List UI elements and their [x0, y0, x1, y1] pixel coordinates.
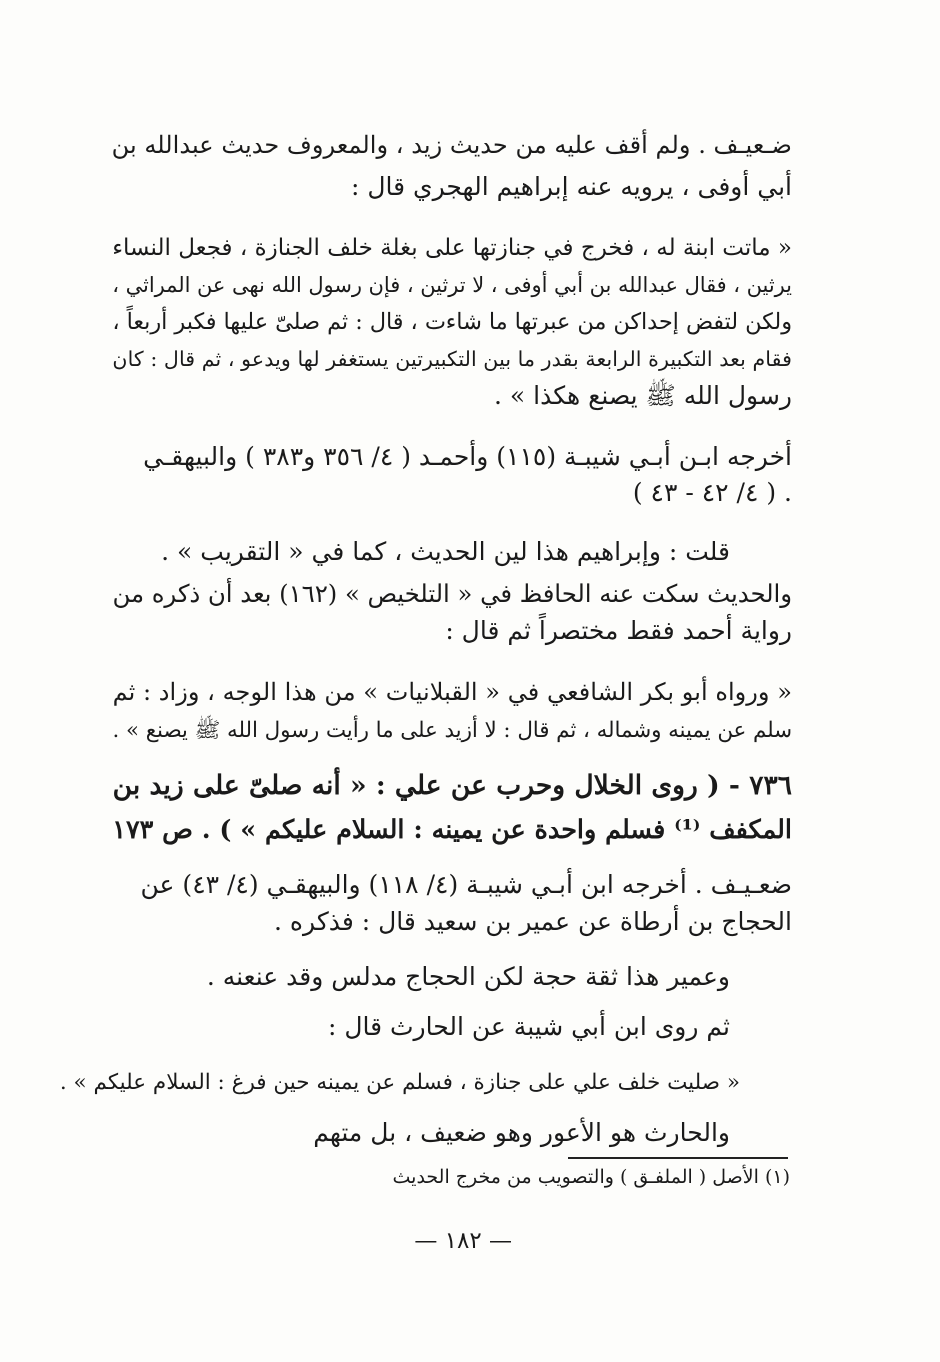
p3-line-1: أخرجه ابـن أبـي شيبـة (١١٥) وأحمـد ( ٤/ ٣٥٦ و٣٨٣ ) والبيهقـي [143, 442, 792, 471]
footnote-text: (١) الأصل ( الملفـق ) والتصويب من مخرج الحديث [392, 1166, 790, 1188]
p7-line-2: المكفف ⁽¹⁾ فسلم واحدة عن يمينه : السلام عليكم » ) . ص ١٧٣ [112, 814, 792, 844]
p1-line-1: ضـعيـف . ولم أقف عليه من حديث زيد ، والمعروف حديث عبدالله بن [111, 131, 792, 159]
p7-line-1: ٧٣٦ - ( روى الخلال وحرب عن علي : « أنه صلىّ على زيد بن [112, 770, 792, 801]
p11-line-1: « صليت خلف علي على جنازة ، فسلم عن يمينه حين فرغ : السلام عليكم » . [59, 1070, 740, 1095]
footnote-divider [568, 1157, 788, 1159]
p1-line-2: أبي أوفى ، يرويه عنه إبراهيم الهجري قال : [351, 172, 792, 201]
p5-line-2: رواية أحمد فقط مختصراً ثم قال : [445, 616, 792, 645]
p3-line-2: ( ٤/ ٤٢ - ٤٣ ) . [632, 478, 792, 507]
p5-line-1: والحديث سكت عنه الحافظ في « التلخيص » (١٦٢) بعد أن ذكره من [112, 579, 792, 608]
p2-line-5: رسول الله ﷺ يصنع هكذا » . [493, 381, 792, 410]
p4-line-1: قلت : وإبراهيم هذا لين الحديث ، كما في « التقريب » . [161, 537, 730, 566]
page-number: — ١٨٢ — [414, 1228, 512, 1254]
p2-line-3: ولكن لتفض إحداكن من عبرتها ما شاءت ، قال : ثم صلىّ عليها فكبر أربعاً ، [112, 309, 792, 335]
p12-line-1: والحارث هو الأعور وهو ضعيف ، بل متهم [313, 1118, 730, 1147]
p2-line-4: فقام بعد التكبيرة الرابعة بقدر ما بين التكبيرتين يستغفر لها ويدعو ، ثم قال : كان [112, 347, 792, 371]
p9-line-1: وعمير هذا ثقة حجة لكن الحجاج مدلس وقد عنعنه . [206, 962, 730, 991]
p8-line-1: ضعـيـف . أخرجه ابن أبـي شيبـة (٤/ ١١٨) والبيهقـي (٤/ ٤٣) عن [140, 870, 792, 899]
p10-line-1: ثم روى ابن أبي شيبة عن الحارث قال : [327, 1012, 730, 1041]
p8-line-2: الحجاج بن أرطاة عن عمير بن سعيد قال : فذكره . [274, 907, 792, 936]
p6-line-2: سلم عن يمينه وشماله ، ثم قال : لا أزيد على ما رأيت رسول الله ﷺ يصنع » . [112, 718, 792, 743]
p2-line-1: « ماتت ابنة له ، فخرج في جنازتها على بغلة خلف الجنازة ، فجعل النساء [112, 235, 792, 261]
p6-line-1: « ورواه أبو بكر الشافعي في « القبلانيات » من هذا الوجه ، وزاد : ثم [112, 678, 792, 706]
p2-line-2: يرثين ، فقال عبدالله بن أبي أوفى ، لا ترثين ، فإن رسول الله نهى عن المراثي ، [112, 273, 792, 297]
